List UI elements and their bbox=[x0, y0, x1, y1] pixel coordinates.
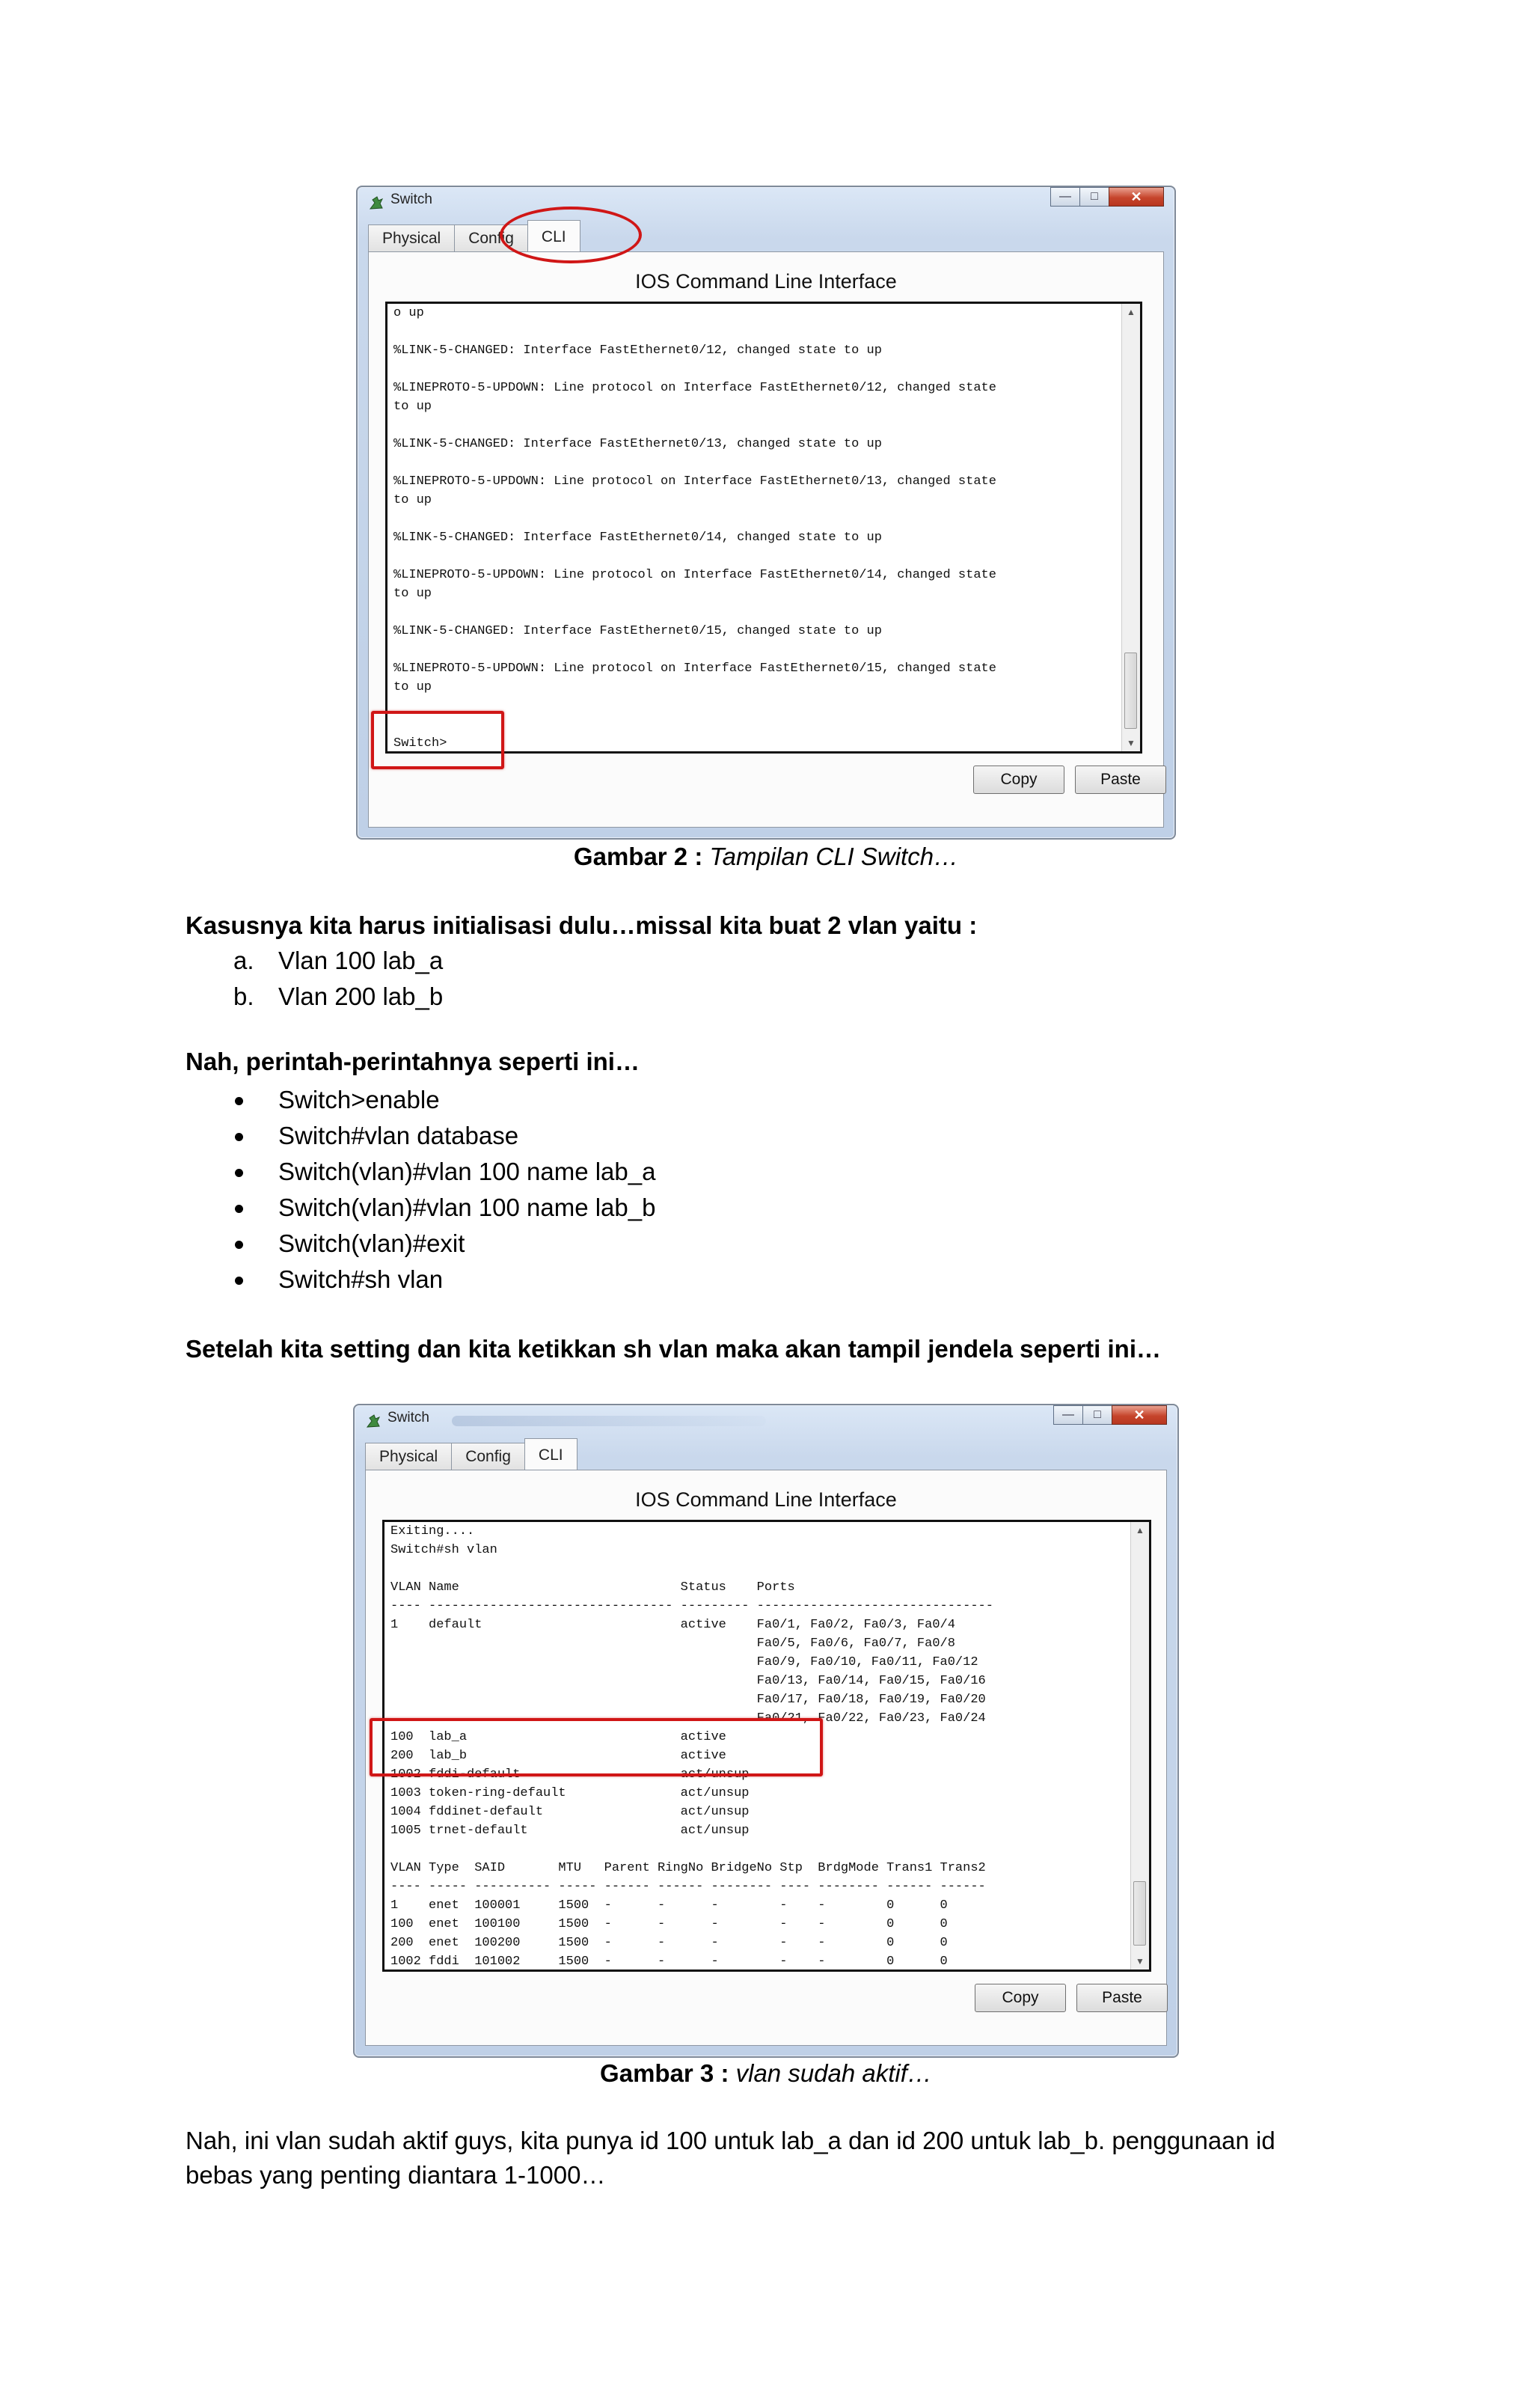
command-text: Switch#vlan database bbox=[278, 1122, 519, 1149]
console-scrollbar[interactable] bbox=[1130, 1522, 1149, 1970]
copy-button[interactable]: Copy bbox=[973, 766, 1064, 794]
scroll-up-icon[interactable]: ▲ bbox=[1127, 307, 1136, 317]
list-item bbox=[224, 943, 443, 979]
list-item bbox=[224, 1154, 655, 1190]
close-icon[interactable]: ✕ bbox=[1112, 1405, 1167, 1425]
close-icon[interactable]: ✕ bbox=[1109, 187, 1164, 207]
vlan-rows-highlight bbox=[370, 1718, 823, 1776]
list-item bbox=[224, 1190, 655, 1226]
paste-button[interactable]: Paste bbox=[1075, 766, 1166, 794]
command-text: Switch#sh vlan bbox=[278, 1265, 444, 1293]
bullet-icon bbox=[235, 1169, 243, 1177]
closing-line-1: Nah, ini vlan sudah aktif guys, kita punya id 100 untuk lab_a dan id 200 untuk lab_b. penggunaan id bbox=[186, 2127, 1275, 2154]
tab-config[interactable]: Config bbox=[451, 1443, 525, 1470]
caption-2 bbox=[0, 2059, 1532, 2088]
caption-2-text: vlan sudah aktif… bbox=[735, 2059, 932, 2087]
window-title: Switch bbox=[390, 192, 432, 207]
caption-2-label: Gambar 3 : bbox=[600, 2059, 729, 2087]
vlan-list bbox=[224, 943, 443, 1015]
list-marker: a. bbox=[233, 947, 254, 974]
window-title: Switch bbox=[387, 1410, 429, 1425]
bullet-icon bbox=[235, 1205, 243, 1213]
command-text: Switch>enable bbox=[278, 1086, 440, 1113]
tab-cli[interactable]: CLI bbox=[527, 220, 580, 251]
list-item bbox=[224, 979, 443, 1015]
switch-app-icon bbox=[365, 1413, 382, 1429]
bullet-icon bbox=[235, 1241, 243, 1249]
console-output: Exiting.... Switch#sh vlan VLAN Name Status Ports ---- -------------------------------- --------- ------------------------------- 1 default active Fa0/1, Fa0/2, Fa0/3, Fa0/4 Fa0/5, Fa0/6, Fa0/7, Fa0/8 Fa0/9, Fa0/10, Fa0/11, Fa0/12 Fa0/13, Fa0/14, Fa0/15, Fa0/16 Fa0/17, Fa0/18, Fa0/19, Fa0/20 Fa0/21, Fa0/22, Fa0/23, Fa0/24 100 lab_a active 200 lab_b active 1002 fddi-default act/unsup 1003 token-ring-default act/unsup 1004 fddinet-default act/unsup 1005 trnet-default act/unsup VLAN Type SAID MTU Parent RingNo BridgeNo Stp BrdgMode Trans1 Trans2 ---- ----- ---------- ----- ------ ------ -------- ---- -------- ------ ------ 1 enet 100001 1500 - - - - - 0 0 100 enet 100100 1500 - - - - - 0 0 200 enet 100200 1500 - - - - - 0 0 1002 fddi 101002 1500 - - - - - 0 0 bbox=[390, 1524, 993, 1969]
tab-physical[interactable]: Physical bbox=[368, 224, 455, 251]
commands-heading: Nah, perintah-perintahnya seperti ini… bbox=[186, 1048, 640, 1075]
title-bar[interactable] bbox=[355, 1405, 1177, 1435]
copy-button[interactable]: Copy bbox=[975, 1984, 1066, 2012]
tab-strip bbox=[365, 1443, 577, 1470]
caption-1-text: Tampilan CLI Switch… bbox=[709, 843, 959, 870]
list-item-text: Vlan 200 lab_b bbox=[278, 983, 444, 1010]
scroll-thumb[interactable] bbox=[1133, 1881, 1146, 1946]
console-scrollbar[interactable] bbox=[1121, 304, 1140, 751]
maximize-icon[interactable]: □ bbox=[1082, 1405, 1112, 1425]
title-bar[interactable] bbox=[358, 187, 1174, 217]
switch-app-icon bbox=[368, 195, 384, 211]
caption-1-label: Gambar 2 : bbox=[573, 843, 703, 870]
tab-physical[interactable]: Physical bbox=[365, 1443, 452, 1470]
after-heading: Setelah kita setting dan kita ketikkan sh vlan maka akan tampil jendela seperti ini… bbox=[186, 1335, 1161, 1363]
scroll-up-icon[interactable]: ▲ bbox=[1136, 1525, 1145, 1535]
command-text: Switch(vlan)#vlan 100 name lab_a bbox=[278, 1158, 656, 1185]
blurred-title-region bbox=[452, 1416, 766, 1426]
list-marker: b. bbox=[233, 983, 254, 1010]
maximize-icon[interactable]: □ bbox=[1079, 187, 1109, 207]
panel-title: IOS Command Line Interface bbox=[635, 270, 897, 293]
intro-heading: Kasusnya kita harus initialisasi dulu…missal kita buat 2 vlan yaitu : bbox=[186, 911, 978, 939]
closing-line-2: bebas yang penting diantara 1-1000… bbox=[186, 2161, 606, 2189]
list-item bbox=[224, 1226, 655, 1262]
caption-1 bbox=[0, 843, 1532, 871]
list-item bbox=[224, 1118, 655, 1154]
paste-button[interactable]: Paste bbox=[1076, 1984, 1168, 2012]
command-text: Switch(vlan)#exit bbox=[278, 1229, 465, 1257]
bullet-icon bbox=[235, 1277, 243, 1285]
panel-title: IOS Command Line Interface bbox=[635, 1488, 897, 1511]
cli-console[interactable] bbox=[385, 302, 1142, 754]
tab-cli[interactable]: CLI bbox=[524, 1438, 577, 1470]
list-item bbox=[224, 1262, 655, 1298]
list-item-text: Vlan 100 lab_a bbox=[278, 947, 444, 974]
scroll-thumb[interactable] bbox=[1124, 653, 1137, 729]
bullet-icon bbox=[235, 1097, 243, 1105]
command-text: Switch(vlan)#vlan 100 name lab_b bbox=[278, 1194, 656, 1221]
bullet-icon bbox=[235, 1133, 243, 1141]
command-list bbox=[224, 1082, 655, 1298]
minimize-icon[interactable]: — bbox=[1053, 1405, 1083, 1425]
scroll-down-icon[interactable]: ▼ bbox=[1136, 1956, 1145, 1967]
prompt-highlight bbox=[371, 711, 504, 769]
cli-tab-highlight bbox=[500, 207, 642, 263]
scroll-down-icon[interactable]: ▼ bbox=[1127, 738, 1136, 748]
list-item bbox=[224, 1082, 655, 1118]
minimize-icon[interactable]: — bbox=[1050, 187, 1080, 207]
console-output: o up %LINK-5-CHANGED: Interface FastEthernet0/12, changed state to up %LINEPROTO-5-UPDOWN: Line protocol on Interface FastEthernet0/12, changed state to up %LINK-5-CHANGED: Interface FastEthernet0/13, changed state to up %LINEPROTO-5-UPDOWN: Line protocol on Interface FastEthernet0/13, changed state to up %LINK-5-CHANGED: Interface FastEthernet0/14, changed state to up %LINEPROTO-5-UPDOWN: Line protocol on Interface FastEthernet0/14, changed state to up %LINK-5-CHANGED: Interface FastEthernet0/15, changed state to up %LINEPROTO-5-UPDOWN: Line protocol on Interface FastEthernet0/15, changed state to up Switch> bbox=[393, 306, 996, 751]
tab-config[interactable]: Config bbox=[454, 224, 528, 251]
